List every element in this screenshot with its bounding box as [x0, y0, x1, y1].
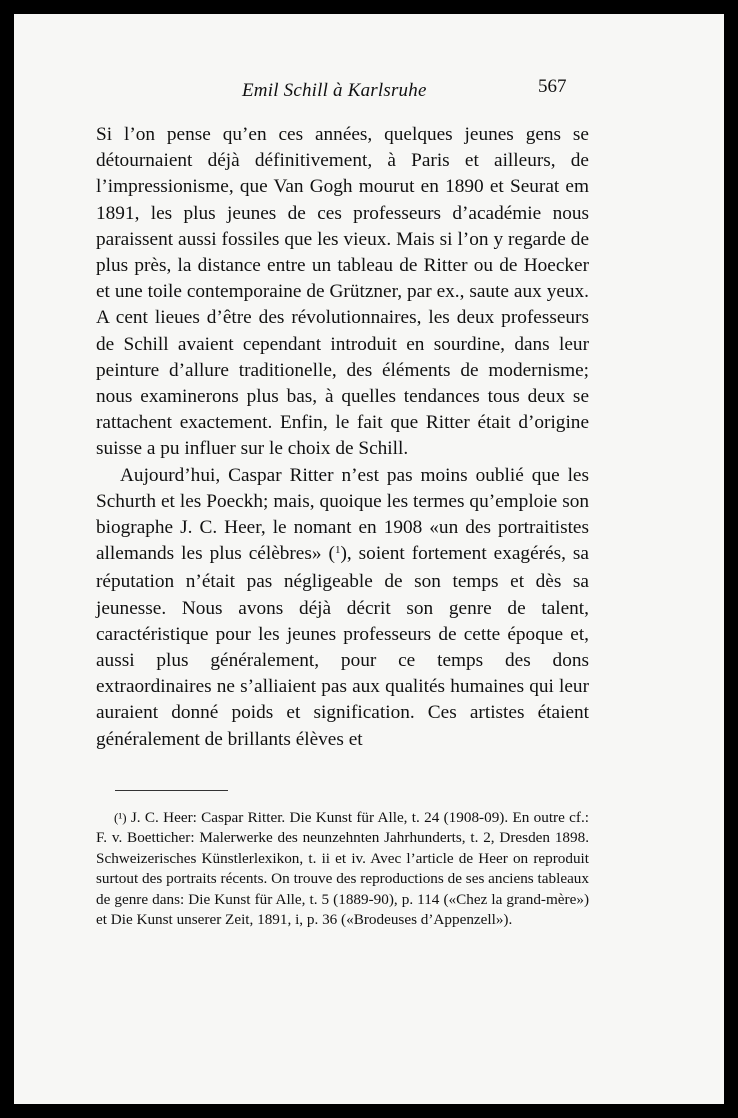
footnote-1 [96, 808, 589, 930]
paragraph-1: Si l’on pense qu’en ces années, quelques jeunes gens se détournaient déjà définitivement, à Paris et ailleurs, de l’impressionisme, que Van Gogh mourut en 1890 et Seurat em 1891, les plus jeunes de ces professeurs d’académie nous paraissent aussi fossiles que les vieux. Mais si l’on y regarde de plus près, la distance entre un tableau de Ritter ou de Hoecker et une toile contemporaine de Grützner, par ex., saute aux yeux. A cent lieues d’être des révolutionnaires, les deux professeurs de Schill avaient cependant introduit en sourdine, dans leur peinture d’allure traditionelle, des éléments de modernisme; nous examinerons plus bas, à quelles tendances tous deux se rattachent exactement. Enfin, le fait que Ritter était d’origine suisse a pu influer sur le choix de Schill. [96, 124, 589, 460]
book-page [14, 14, 724, 1104]
running-title: Emil Schill à Karlsruhe [242, 80, 427, 101]
footnote-text: J. C. Heer: Caspar Ritter. Die Kunst für Alle, t. 24 (1908-09). En outre cf.: F. v. Boetticher: Malerwerke des neunzehnten Jahrhunderts, t. 2, Dresden 1898. Schweizerisches Künstlerlexikon, t. ii et iv. Avec l’article de Heer on reproduit surtout des portraits récents. On trouve des reproductions de ses anciens tableaux de genre dans: Die Kunst für Alle, t. 5 (1889-90), p. 114 («Chez la grand-mère») et Die Kunst unserer Zeit, 1891, i, p. 36 («Brodeuses d’Appenzell»). [96, 809, 589, 929]
paragraph-2-text-continued: ), soient fortement exagérés, sa réputation n’était pas négligeable de son temps et dès sa jeunesse. Nous avons déjà décrit son genre de talent, caractéristique pour les jeunes professeurs de cette époque et, aussi plus généralement, pour ce temps des dons extraordinaires ne s’alliaient pas aux qualités humaines qui leur auraient donné poids et signification. Ces artistes étaient généralement de brillants élèves et [96, 543, 589, 750]
footnote-mark: (¹) [114, 810, 127, 825]
body-text [96, 122, 589, 753]
footnote-separator [115, 790, 228, 791]
footnote-reference: 1 [334, 544, 341, 557]
paragraph-2-text: Aujourd’hui, Caspar Ritter n’est pas moins oublié que les Schurth et les Poeckh; mais, quoique les termes qu’emploie son biographe J. C. Heer, le nomant en 1908 «un des portraitistes allemands les plus célèbres» ( [96, 464, 589, 565]
paragraph-2 [96, 463, 589, 753]
footnotes [96, 808, 589, 930]
page-number: 567 [538, 76, 567, 97]
running-head [14, 74, 724, 102]
